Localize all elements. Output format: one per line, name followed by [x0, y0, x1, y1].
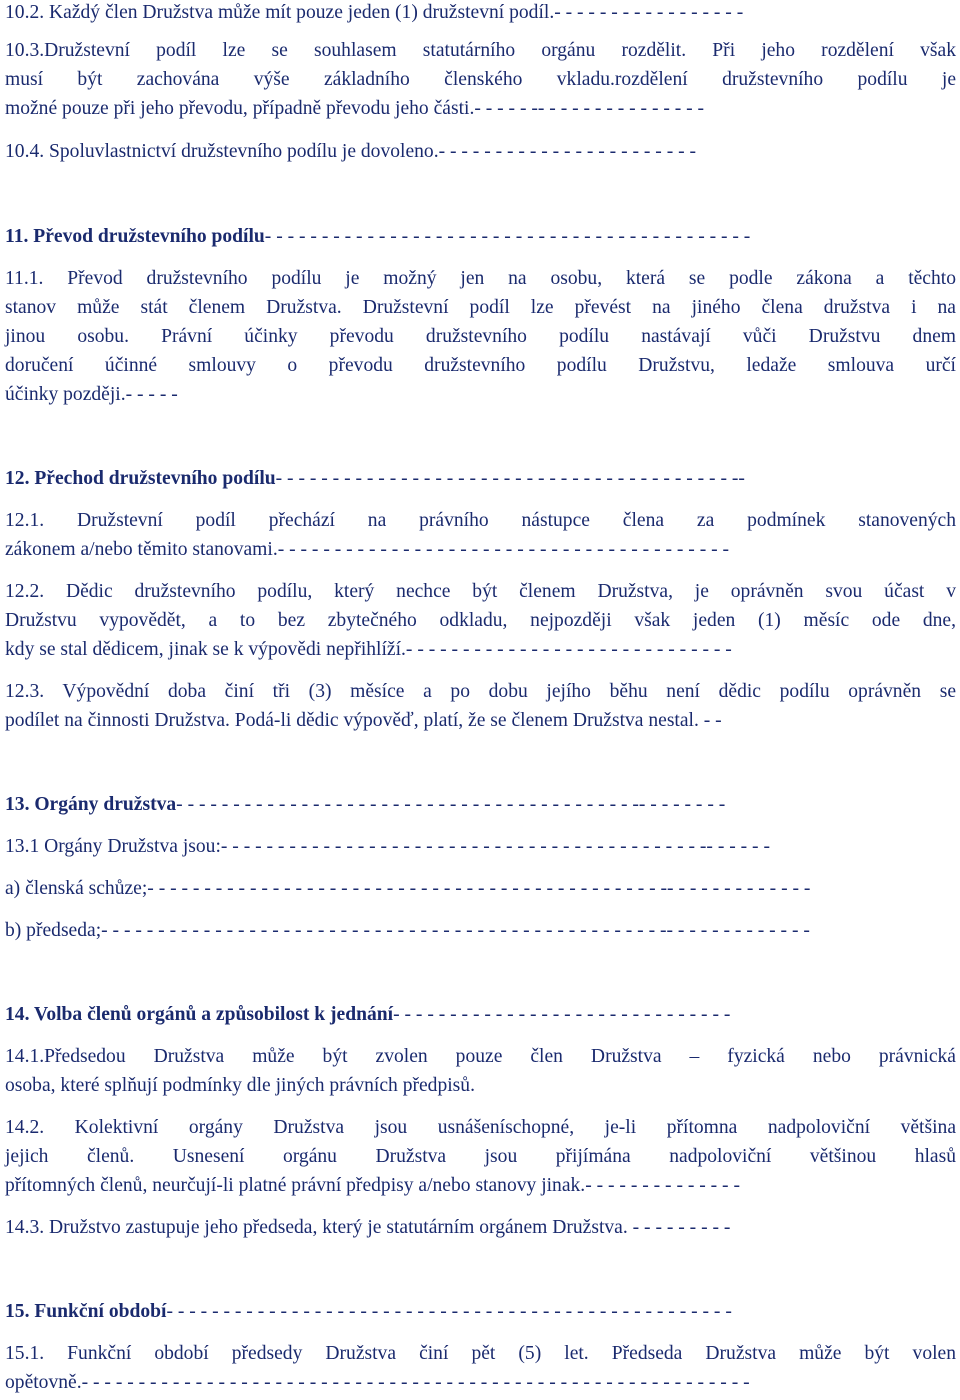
paragraph-line: 12.2. Dědic družstevního podílu, který nechce být členem Družstva, je oprávněn svou účast v: [5, 581, 956, 602]
paragraph-line: osoba, které splňují podmínky dle jiných právních předpisů.: [5, 1075, 475, 1096]
paragraph-line: jejich členů. Usnesení orgánu Družstva jsou přijímána nadpoloviční většinou hlasů: [5, 1146, 956, 1167]
paragraph-line: zákonem a/nebo těmito stanovami.- - - - - - - - - - - - - - - - - - - - - - - - - - - - - - - - - - - - - - - -: [5, 539, 730, 560]
dash-leader: - - - - - - - - - - - - - - - - - - - - - - - - - - - - - - - - - - - - - - - - -- - - - - - - -: [176, 794, 726, 815]
paragraph-line: musí být zachována výše základního členského vkladu.rozdělení družstevního podílu je: [5, 69, 956, 90]
paragraph-line: opětovně.- - - - - - - - - - - - - - - - - - - - - - - - - - - - - - - - - - - - - - - - - - - - - - - - - - - - - - - - - - -: [5, 1372, 750, 1393]
paragraph-line: doručení účinné smlouvy o převodu družstevního podílu Družstvu, ledaže smlouva určí: [5, 355, 956, 376]
paragraph-line: Družstvu vypovědět, a to bez zbytečného odkladu, nejpozději však jeden (1) měsíc ode dne,: [5, 610, 956, 631]
section-heading-title: 12. Přechod družstevního podílu: [5, 468, 276, 489]
paragraph-line: 14.3. Družstvo zastupuje jeho předseda, který je statutárním orgánem Družstva. - - - - - - - - -: [5, 1217, 731, 1238]
paragraph-line: 12.1. Družstevní podíl přechází na právního nástupce člena za podmínek stanovených: [5, 510, 956, 531]
paragraph-line: účinky později.- - - - -: [5, 384, 178, 405]
section-heading-title: 15. Funkční období: [5, 1301, 167, 1322]
section-heading-title: 11. Převod družstevního podílu: [5, 226, 265, 247]
paragraph-line: a) členská schůze;- - - - - - - - - - - - - - - - - - - - - - - - - - - - - - - - - - - - - - - - - - - - - -- - - - - - - - - - - - -: [5, 878, 811, 899]
paragraph-line: 11.1. Převod družstevního podílu je možný jen na osobu, která se podle zákona a těchto: [5, 268, 956, 289]
paragraph-line: jinou osobu. Právní účinky převodu družstevního podílu nastávají vůči Družstvu dnem: [5, 326, 956, 347]
paragraph-line: přítomných členů, neurčují-li platné právní předpisy a/nebo stanovy jinak.- - - - - - - - - - - - - -: [5, 1175, 740, 1196]
section-heading: [5, 1000, 956, 1029]
paragraph-line: 13.1 Orgány Družstva jsou:- - - - - - - - - - - - - - - - - - - - - - - - - - - - - - - - - - - - - - - - - - -- - - - - -: [5, 836, 770, 857]
paragraph-line: 10.2. Každý člen Družstva může mít pouze jeden (1) družstevní podíl.- - - - - - - - - - - - - - - - -: [5, 2, 744, 23]
section-heading-title: 14. Volba členů orgánů a způsobilost k jednání: [5, 1004, 394, 1025]
paragraph-line: 14.1.Předsedou Družstva může být zvolen pouze člen Družstva – fyzická nebo právnická: [5, 1046, 956, 1067]
dash-leader: - - - - - - - - - - - - - - - - - - - - - - - - - - - - - - - - - - - - - - - - --: [275, 468, 745, 489]
section-heading-title: 13. Orgány družstva: [5, 794, 177, 815]
paragraph-line: kdy se stal dědicem, jinak se k výpovědi nepřihlíží.- - - - - - - - - - - - - - - - - - - - - - - - - - - - -: [5, 639, 732, 660]
section-heading: [5, 464, 956, 493]
paragraph-line: možné pouze při jeho převodu, případně převodu jeho části.- - - - - -- - - - - - - - - - - - - - -: [5, 98, 705, 119]
paragraph-line: 10.3.Družstevní podíl lze se souhlasem statutárního orgánu rozdělit. Při jeho rozdělení však: [5, 40, 956, 61]
paragraph-line: 15.1. Funkční období předsedy Družstva činí pět (5) let. Předseda Družstva může být volen: [5, 1343, 956, 1364]
paragraph-line: 12.3. Výpovědní doba činí tři (3) měsíce a po dobu jejího běhu není dědic podílu oprávněn se: [5, 681, 956, 702]
paragraph-line: stanov může stát členem Družstva. Družstevní podíl lze převést na jiného člena družstva i na: [5, 297, 956, 318]
section-heading: [5, 790, 956, 819]
section-heading: [5, 222, 956, 251]
paragraph-line: 14.2. Kolektivní orgány Družstva jsou usnášeníschopné, je-li přítomna nadpoloviční většina: [5, 1117, 956, 1138]
dash-leader: - - - - - - - - - - - - - - - - - - - - - - - - - - - - - - - - - - - - - - - - - - - - - - - - - -: [166, 1301, 732, 1322]
paragraph-line: 10.4. Spoluvlastnictví družstevního podílu je dovoleno.- - - - - - - - - - - - - - - - - - - - - - -: [5, 141, 697, 162]
dash-leader: - - - - - - - - - - - - - - - - - - - - - - - - - - - - - -: [393, 1004, 731, 1025]
section-heading: [5, 1297, 956, 1326]
paragraph-line: podílet na činnosti Družstva. Podá-li dědic výpověď, platí, že se členem Družstva nestal. - -: [5, 710, 722, 731]
paragraph-line: b) předseda;- - - - - - - - - - - - - - - - - - - - - - - - - - - - - - - - - - - - - - - - - - - - - - - - - -- - - - - - - - - - - - -: [5, 920, 810, 941]
dash-leader: - - - - - - - - - - - - - - - - - - - - - - - - - - - - - - - - - - - - - - - - - - -: [264, 226, 751, 247]
